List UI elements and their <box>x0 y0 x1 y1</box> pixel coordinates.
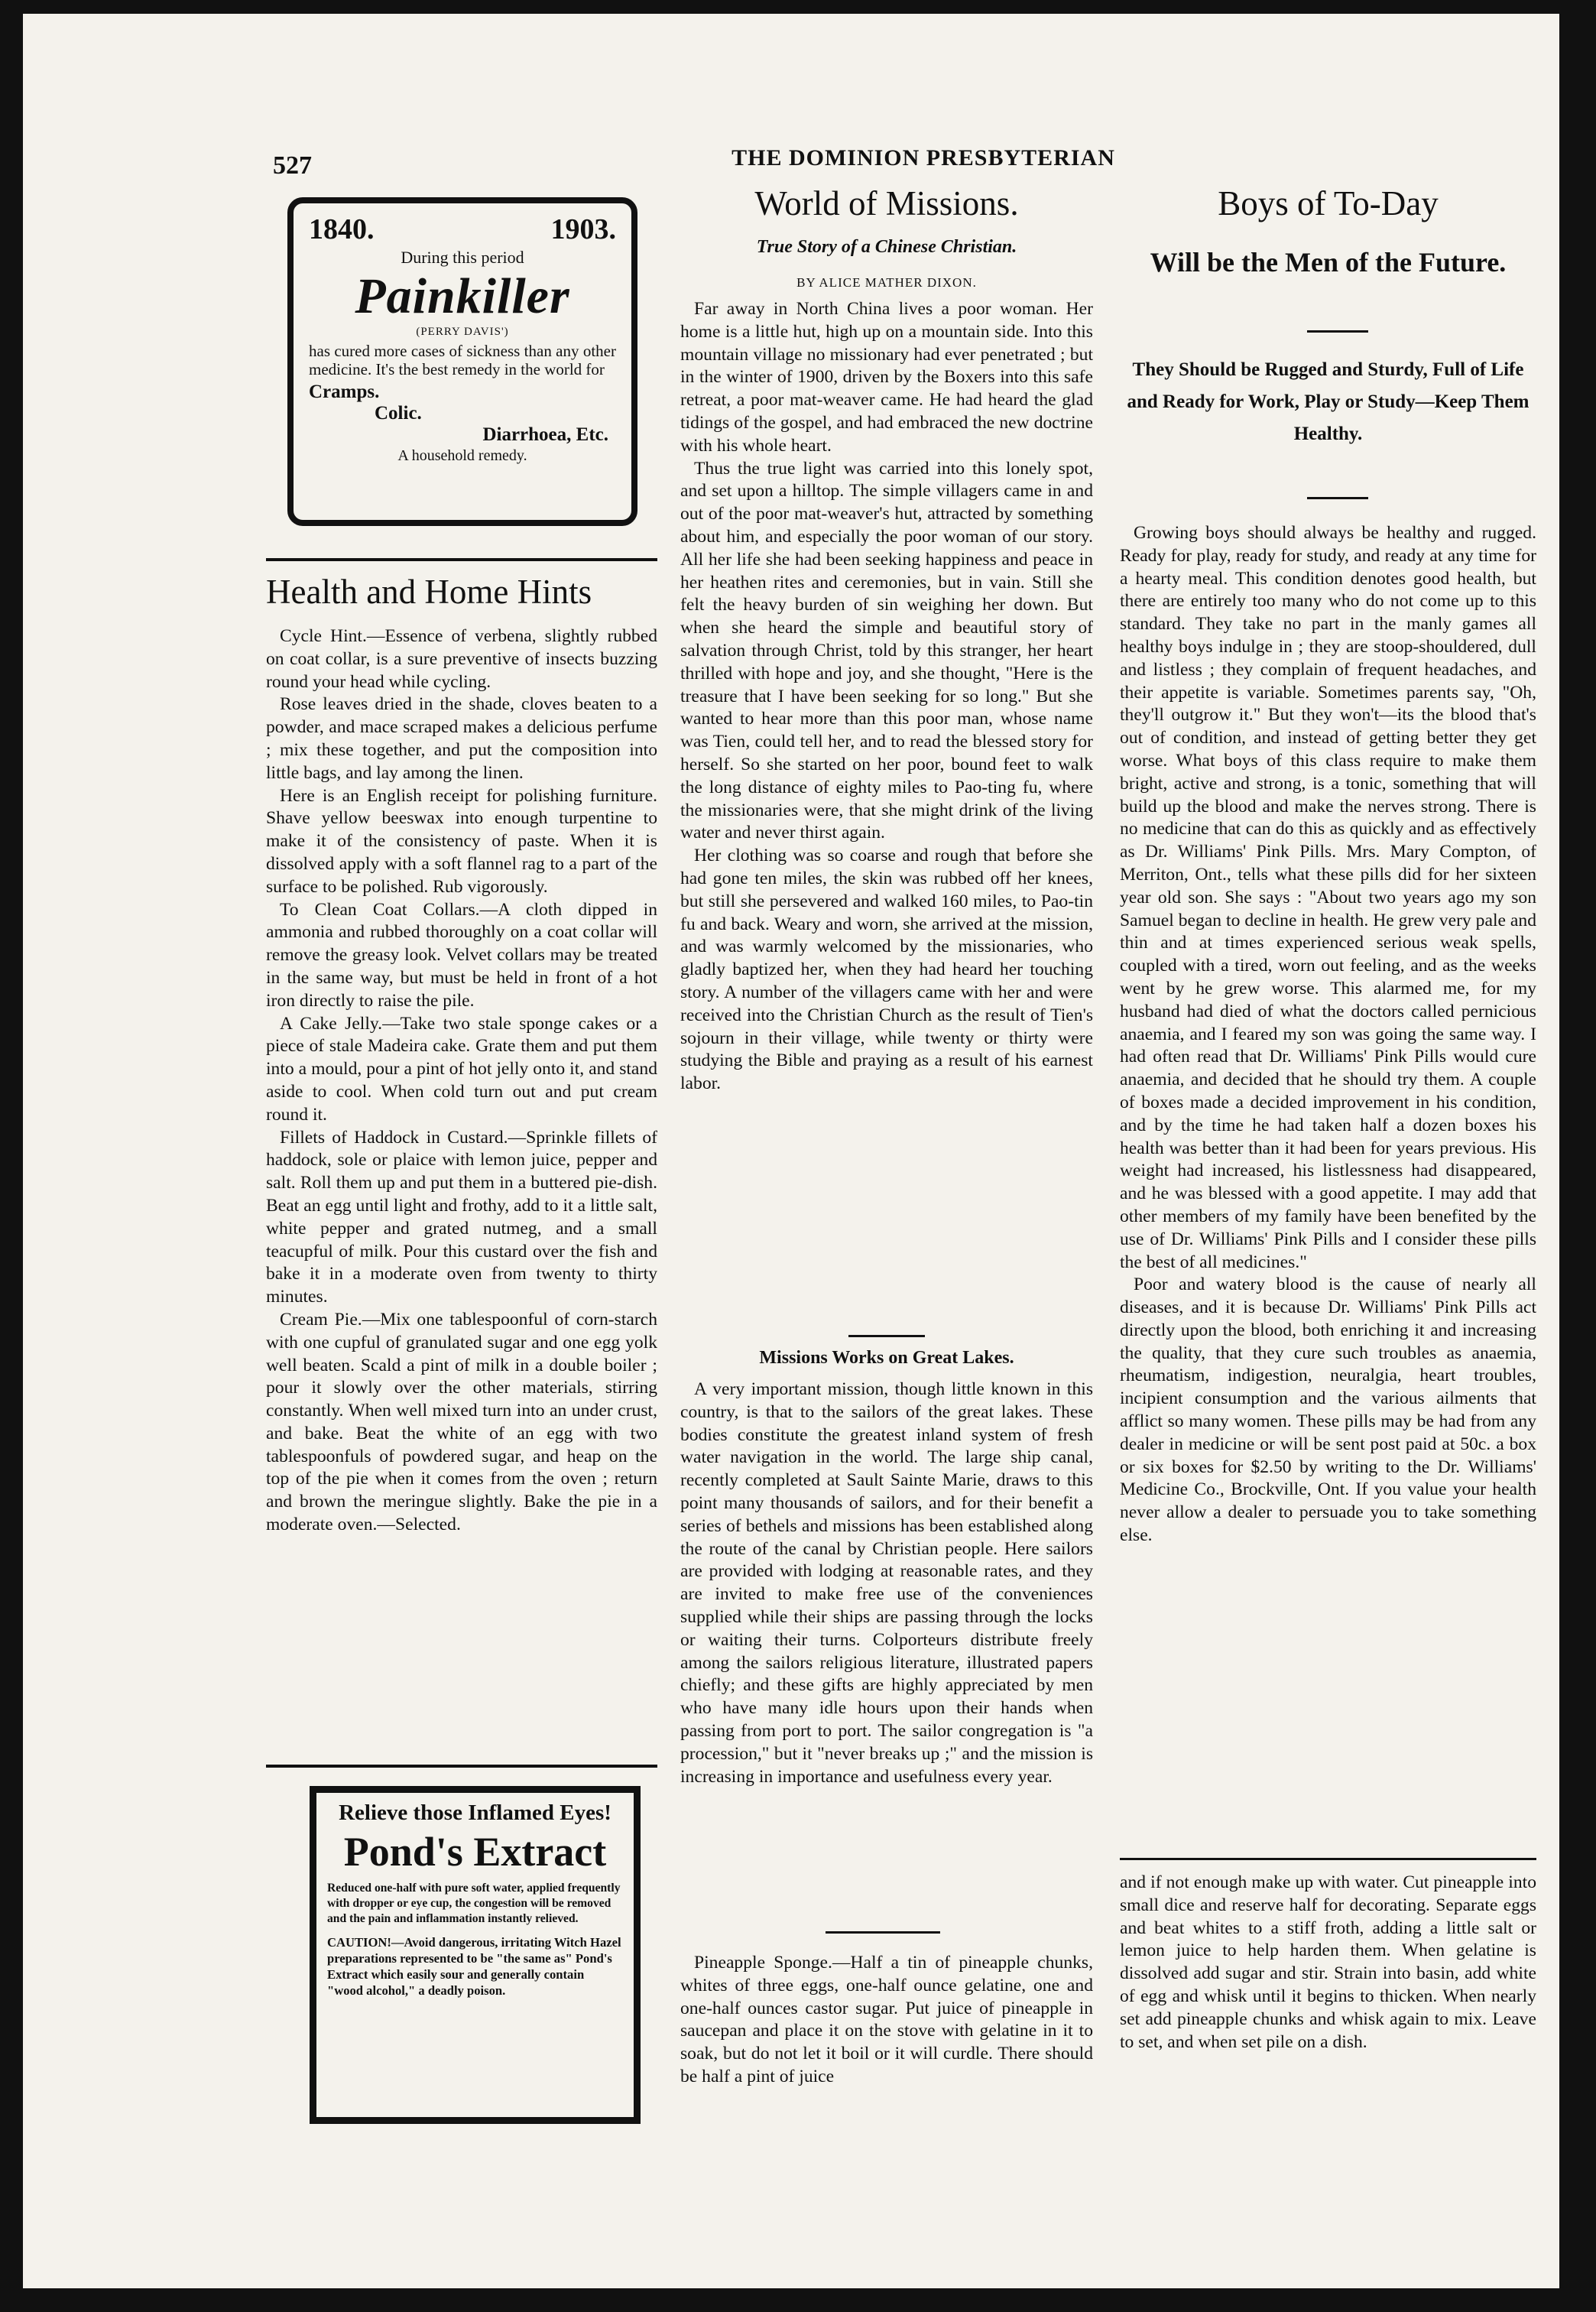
boys-paragraph: Growing boys should always be healthy and rugged. Ready for play, ready for study, and ready at any time for a hearty meal. This condition denotes good health, but there are entirely too many who do not come up to this standard. They take no part in the manly games all healthy boys indulge in ; they are stoop-shouldered, dull and listless ; they complain of frequent headaches, and their appetite is variable. Sometimes parents say, "Oh, they'll outgrow it." But they won't—its the blood that's out of condition, and instead of getting better they get worse. What boys of this class require to make them bright, active and strong, is a tonic, something that will build up the blood and make the nerves strong. There is no medicine that can do this as quickly and as effectively as Dr. Williams' Pink Pills. Mrs. Mary Compton, of Merriton, Ont., tells what these pills did for her sixteen year old son. She says : "About two years ago my son Samuel began to decline in health. He grew very pale and thin and at times experienced serious weak spells, coupled with a tired, worn out feeling, and as the weeks went by he grew worse. This alarmed me, for my husband had died of what the doctors called pernicious anaemia, and I feared my son was going the same way. I had often read that Dr. Williams' Pink Pills would cure anaemia, and decided that he should try them. A couple of boxes made a decided improvement in his condition, and by the time he had taken half a dozen boxes his health was better than it had been for years previous. His weight had increased, his listlessness had disappeared, and he was blessed with a good appetite. I may add that other members of my family have been benefited by the use of Dr. Williams' Pink Pills and I consider these pills the best of all medicines." <box>1120 523 1536 1272</box>
lakes-paragraph: A very important mission, though little known in this country, is that to the sailors of the great lakes. These bodies constitute the greatest inland system of fresh water navigation in the world. The large ship canal, recently completed at Sault Sainte Marie, draws to this point many thousands of sailors, and for their benefit a series of bethels and missions has been established along the route of the canal by Christian people. Here sailors are provided with lodging at reasonable rates, and they are invited to make free use of the conveniences supplied while their ships are passing through the locks or waiting their turns. Colporteurs distribute freely among the sailors religious literature, illustrated papers chiefly; and these gifts are highly appreciated by men who have many idle hours upon their hands when passing from port to port. The sailor congregation is "a procession," but it "never breaks up ;" and the mission is increasing in importance and usefulness every year. <box>680 1379 1093 1787</box>
ponds-brand: Pond's Extract <box>343 1829 607 1875</box>
health-paragraph: Rose leaves dried in the shade, cloves beaten to a powder, and mace scraped makes a delicious perfume ; mix these together, and put the composition into little bags, and lay among the linen. <box>266 694 657 783</box>
ponds-caution: CAUTION!—Avoid dangerous, irritating Witch Hazel preparations represented to be "the same as" Pond's Extract which easily sour and generally contain "wood alcohol," a deadly poison. <box>327 1935 621 1998</box>
boys-deck: They Should be Rugged and Sturdy, Full of Life and Ready for Work, Play or Study—Keep Them Healthy. <box>1127 359 1530 444</box>
pineapple-continued-paragraph: and if not enough make up with water. Cut pineapple into small dice and reserve half for decorating. Separate eggs and beat whites to a stiff froth, adding a little salt or lemon juice to help harden them. When gelatine is dissolved add sugar and stir. Strain into basin, add white of egg and whisk until it begins to thicken. When nearly set add pineapple chunks and whisk again to mix. Leave to set, and when set pile on a dish. <box>1120 1872 1536 2052</box>
newspaper-page <box>23 14 1559 2288</box>
ponds-extract-advertisement <box>310 1786 641 2124</box>
ponds-text: Reduced one-half with pure soft water, applied frequently with dropper or eye cup, the congestion will be removed and the pain and inflammation instantly relieved. <box>327 1882 621 1925</box>
ornament-rule-lakes <box>848 1335 925 1337</box>
rule-boys-1 <box>1307 330 1368 333</box>
ad-claim: has cured more cases of sickness than any other medicine. It's the best remedy in the world for <box>309 342 616 378</box>
ad-period: During this period <box>401 248 524 267</box>
world-missions-title: World of Missions. <box>754 184 1019 222</box>
missions-paragraph: Her clothing was so coarse and rough that before she had gone ten miles, the skin was rubbed off her knees, but still she persevered and walked 160 miles, to Pao-tin fu and back. Weary and worn, she arrived at the mission, and was warmly welcomed by the missionaries, who gladly baptized her, when they had heard her touching story. A number of the villagers came with her and were received into the Christian Church as the result of Tien's sojourn in their village, while twenty or thirty were studying the Bible and praying as a result of his earnest labor. <box>680 846 1093 1094</box>
health-paragraph: Cycle Hint.—Essence of verbena, slightly rubbed on coat collar, is a sure preventive of insects buzzing round your head while cycling. <box>266 626 657 692</box>
painkiller-advertisement <box>287 197 637 526</box>
health-paragraph: A Cake Jelly.—Take two stale sponge cakes or a piece of stale Madeira cake. Grate them and put them into a mould, pour a pint of hot jelly onto it, and stand aside to cool. When cold turn out and put cream round it. <box>266 1013 657 1125</box>
ad-cure-cramps: Cramps. <box>309 382 380 402</box>
world-missions-byline: BY ALICE MATHER DIXON. <box>796 275 977 290</box>
rule-boys-2 <box>1307 497 1368 499</box>
health-paragraph: Here is an English receipt for polishing furniture. Shave yellow beeswax into enough turpentine to make it of the consistency of paste. When it is dissolved apply with a soft flannel rag to a part of the surface to be polished. Rub vigorously. <box>266 785 657 897</box>
boys-body <box>1120 522 1536 1547</box>
boys-subtitle: Will be the Men of the Future. <box>1150 247 1507 278</box>
rule-health-top <box>266 558 657 561</box>
pineapple-body <box>680 1952 1093 2089</box>
health-paragraph: Fillets of Haddock in Custard.—Sprinkle fillets of haddock, sole or plaice with lemon juice, pepper and salt. Roll them up and put them in a buttered pie-dish. Beat an egg until light and frothy, add to it a little salt, white pepper and grated nutmeg, and a small teacupful of milk. Pour this custard over the fish and bake it in a moderate oven from twenty to thirty minutes. <box>266 1127 657 1307</box>
missions-paragraph: Far away in North China lives a poor woman. Her home is a little hut, high up on a mountain side. Into this mountain village no missionary had ever penetrated ; but in the winter of 1900, driven by the Boxers into this safe retreat, a poor mat-weaver came. He had heard the glad tidings of the gospel, and had embraced the new doctrine with his whole heart. <box>680 299 1093 456</box>
world-missions-subtitle: True Story of a Chinese Christian. <box>756 237 1017 257</box>
world-missions-body <box>680 298 1093 1096</box>
rule-pineapple-continued <box>1120 1858 1536 1860</box>
lakes-body <box>680 1378 1093 1788</box>
pineapple-continued <box>1120 1872 1536 2054</box>
health-paragraph: Cream Pie.—Mix one tablespoonful of corn-starch with one cupful of granulated sugar and one egg yolk well beaten. Scald a pint of milk in a double boiler ; pour it slowly over the other materials, stirring constantly. When well mixed turn into an under crust, and bake. Beat the white of an egg with two tablespoonfuls of powdered sugar, and heap on the top of the pie when it comes from the oven ; return and brown the meringue slightly. Bake the pie in a moderate oven.—Selected. <box>266 1309 657 1535</box>
health-paragraph: To Clean Coat Collars.—A cloth dipped in ammonia and rubbed thoroughly on a coat collar will remove the greasy look. Velvet collars may be treated in the same way, but must be held in front of a hot iron directly to raise the pile. <box>266 899 657 1011</box>
ornament-rule-pineapple <box>826 1931 940 1934</box>
page-number: 527 <box>273 151 312 180</box>
rule-health-bottom <box>266 1765 657 1768</box>
ad-cure-diarrhoea: Diarrhoea, Etc. <box>482 424 608 445</box>
ad-years <box>309 213 616 246</box>
pineapple-paragraph: Pineapple Sponge.—Half a tin of pineapple chunks, whites of three eggs, one-half ounce gelatine, one and one-half ounces castor sugar. Put juice of pineapple in saucepan and place it on the stove with gelatine in it to soak, but do not let it boil or it will curdle. There should be half a pint of juice <box>680 1953 1093 2086</box>
health-home-title: Health and Home Hints <box>266 573 592 611</box>
year-right: 1903. <box>550 213 616 245</box>
ad-maker: (PERRY DAVIS') <box>416 326 509 338</box>
boys-title: Boys of To-Day <box>1218 184 1439 222</box>
ad-cure-colic: Colic. <box>375 403 422 424</box>
boys-paragraph: Poor and watery blood is the cause of nearly all diseases, and it is because Dr. Williams' Pink Pills act directly upon the blood, both enriching it and increasing the quality, that they cure such troubles as anaemia, rheumatism, indigestion, neuralgia, heart troubles, incipient consumption and the various ailments that afflict so many women. These pills may be had from any dealer in medicine or will be sent post paid at 50c. a box or six boxes for $2.50 by writing to the Dr. Williams' Medicine Co., Brockville, Ont. If you value your health never allow a dealer to persuade you to take something else. <box>1120 1275 1536 1546</box>
health-home-body <box>266 625 657 1537</box>
ponds-headline: Relieve those Inflamed Eyes! <box>339 1801 611 1825</box>
lakes-title: Missions Works on Great Lakes. <box>759 1348 1014 1368</box>
painkiller-brand: Painkiller <box>355 268 570 324</box>
missions-paragraph: Thus the true light was carried into this lonely spot, and set upon a hilltop. The simple villagers came in and out of the poor mat-weaver's hut, attracted by something about him, and especially the poor woman of our story. All her life she had been seeking happiness and peace in her heathen rites and ceremonies, but in vain. Still she felt the heavy burden of sin weighing her down. But when she heard the simple and beautiful story of salvation through Christ, told by this stranger, her heart thrilled with hope and joy, and she thought, "Here is the treasure that I have been seeking for so long." But she wanted to hear more than this poor man, whose name was Tien, could tell her, and to read the blessed story for herself. So she started on her poor, bound feet to walk the long distance of eighty miles to Pao-ting fu, where the missionaries were, that she might drink of the living water and never thirst again. <box>680 458 1093 843</box>
year-left: 1840. <box>309 213 375 245</box>
ad-household: A household remedy. <box>397 447 527 464</box>
running-head: THE DOMINION PRESBYTERIAN <box>732 145 1115 170</box>
